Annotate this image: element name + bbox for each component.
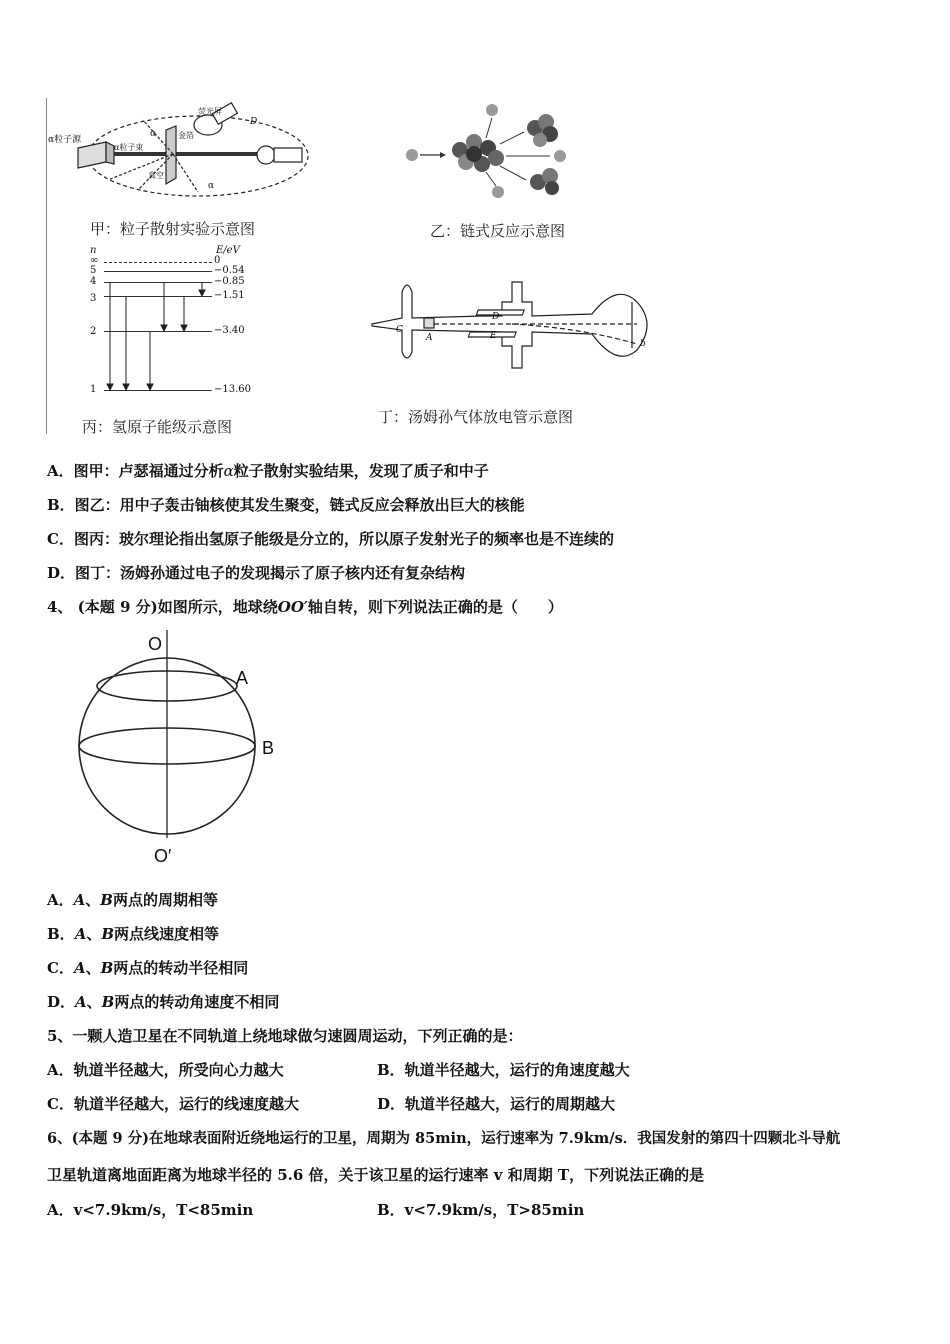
q5-option-a: A．轨道半径越大，所受向心力越大 — [47, 1061, 284, 1079]
label-screen: 荧光屏 — [198, 107, 222, 116]
q3-option-a-pre: A．图甲：卢瑟福通过分析 — [47, 462, 224, 480]
figure-ding-caption: 丁：汤姆孙气体放电管示意图 — [378, 408, 574, 426]
option-text: 两点线速度相等 — [114, 925, 220, 943]
level-n-4: 4 — [90, 276, 97, 287]
level-e-5: −0.54 — [214, 265, 245, 276]
point-b: B — [100, 959, 114, 977]
q4-option-d — [47, 991, 279, 1012]
level-n-inf: ∞ — [90, 255, 99, 266]
q4-stem-post: 轴自转，则下列说法正确的是（ ） — [307, 598, 563, 616]
q6-stem-line2: 卫星轨道离地面距离为地球半径的 5.6 倍，关于该卫星的运行速率 v 和周期 T，下列说法正确的是 — [47, 1166, 705, 1184]
label-point-a: A — [236, 668, 249, 688]
label-o-prime: O′ — [154, 846, 172, 866]
label-d: D — [250, 117, 258, 127]
earth-drawing — [79, 630, 255, 838]
level-e-4: −0.85 — [214, 276, 245, 287]
label-b: b — [640, 339, 646, 349]
label-e-plate: E — [490, 331, 497, 341]
label-o: O — [148, 634, 163, 654]
q4-option-a — [47, 889, 218, 910]
energy-level-diagram — [86, 245, 266, 405]
q5-option-b: B．轨道半径越大，运行的角速度越大 — [377, 1061, 630, 1079]
level-e-1: −13.60 — [214, 384, 252, 395]
figure-left-border — [46, 98, 47, 434]
label-a: A — [426, 333, 433, 343]
q4-stem — [47, 596, 563, 617]
q4-option-c — [47, 957, 248, 978]
option-letter: D． — [47, 993, 76, 1011]
option-text: 两点的转动半径相同 — [113, 959, 249, 977]
q4-option-b — [47, 923, 219, 944]
q5-stem: 5、一颗人造卫星在不同轨道上绕地球做匀速圆周运动，下列正确的是： — [47, 1027, 523, 1045]
q3-option-b: B．图乙：用中子轰击铀核使其发生聚变，链式反应会释放出巨大的核能 — [47, 496, 525, 514]
level-e-3: −1.51 — [214, 290, 245, 301]
level-n-2: 2 — [90, 326, 97, 337]
chain-reaction-drawing — [406, 104, 566, 198]
option-letter: C． — [47, 959, 74, 977]
n-header: n — [90, 245, 97, 256]
label-alpha-source: α粒子源 — [48, 135, 82, 145]
option-text: 两点的转动角速度不相同 — [114, 993, 280, 1011]
level-n-1: 1 — [90, 384, 97, 395]
option-letter: A． — [47, 891, 74, 909]
label-alpha-2: α — [208, 181, 215, 191]
q5-option-c: C．轨道半径越大，运行的线速度越大 — [47, 1095, 299, 1113]
q3-option-d: D．图丁：汤姆孙通过电子的发现揭示了原子核内还有复杂结构 — [47, 564, 466, 582]
q6-option-a: A．v<7.9km/s，T<85min — [47, 1201, 254, 1219]
q3-option-c: C．图丙：玻尔理论指出氢原子能级是分立的，所以原子发射光子的频率也是不连续的 — [47, 530, 614, 548]
point-a: A — [73, 891, 86, 909]
alpha-scattering-figure — [48, 100, 310, 212]
separator: 、 — [85, 891, 101, 909]
q3-option-a-post: 粒子散射实验结果，发现了质子和中子 — [233, 462, 489, 480]
level-e-2: −3.40 — [214, 325, 245, 336]
level-n-5: 5 — [90, 265, 97, 276]
figure-bing-caption: 丙：氢原子能级示意图 — [82, 418, 233, 436]
separator: 、 — [86, 993, 102, 1011]
label-d-plate: D — [492, 312, 500, 322]
label-vacuum: 真空 — [148, 171, 164, 180]
earth-figure — [70, 626, 290, 866]
thomson-tube-figure — [362, 272, 652, 380]
figure-yi-caption: 乙：链式反应示意图 — [430, 222, 566, 240]
label-point-b: B — [262, 738, 275, 758]
point-a: A — [74, 925, 87, 943]
point-b: B — [101, 925, 115, 943]
separator: 、 — [86, 925, 102, 943]
q4-stem-pre: 4、 (本题 9 分)如图所示，地球绕 — [47, 598, 278, 616]
level-e-inf: 0 — [214, 255, 221, 266]
point-b: B — [101, 993, 115, 1011]
separator: 、 — [85, 959, 101, 977]
label-alpha-beam: α粒子束 — [114, 143, 144, 152]
level-n-3: 3 — [90, 293, 97, 304]
point-a: A — [75, 993, 87, 1011]
figure-jia-caption: 甲：粒子散射实验示意图 — [90, 220, 256, 238]
q3-option-a — [47, 460, 489, 481]
q5-option-d: D．轨道半径越大，运行的周期越大 — [377, 1095, 616, 1113]
option-text: 两点的周期相等 — [112, 891, 218, 909]
point-a: A — [73, 959, 86, 977]
chain-reaction-figure — [400, 100, 590, 200]
thomson-tube-drawing — [372, 282, 647, 368]
q6-option-b: B．v<7.9km/s，T>85min — [377, 1201, 585, 1219]
q6-stem-line1: 6、(本题 9 分)在地球表面附近绕地运行的卫星，周期为 85min，运行速率为 7.9km/s．我国发射的第四十四颗北斗导航 — [47, 1130, 841, 1147]
transition-arrows — [86, 245, 216, 405]
point-b: B — [100, 891, 113, 909]
label-c: C — [396, 325, 403, 335]
q4-axis: OO′ — [277, 598, 308, 616]
alpha-scattering-drawing — [78, 103, 308, 196]
e-header: E/eV — [216, 245, 240, 256]
label-gold-foil: 金箔 — [178, 131, 194, 140]
option-letter: B． — [47, 925, 75, 943]
label-alpha-1: α — [150, 129, 157, 139]
alpha-symbol: α — [223, 462, 234, 480]
